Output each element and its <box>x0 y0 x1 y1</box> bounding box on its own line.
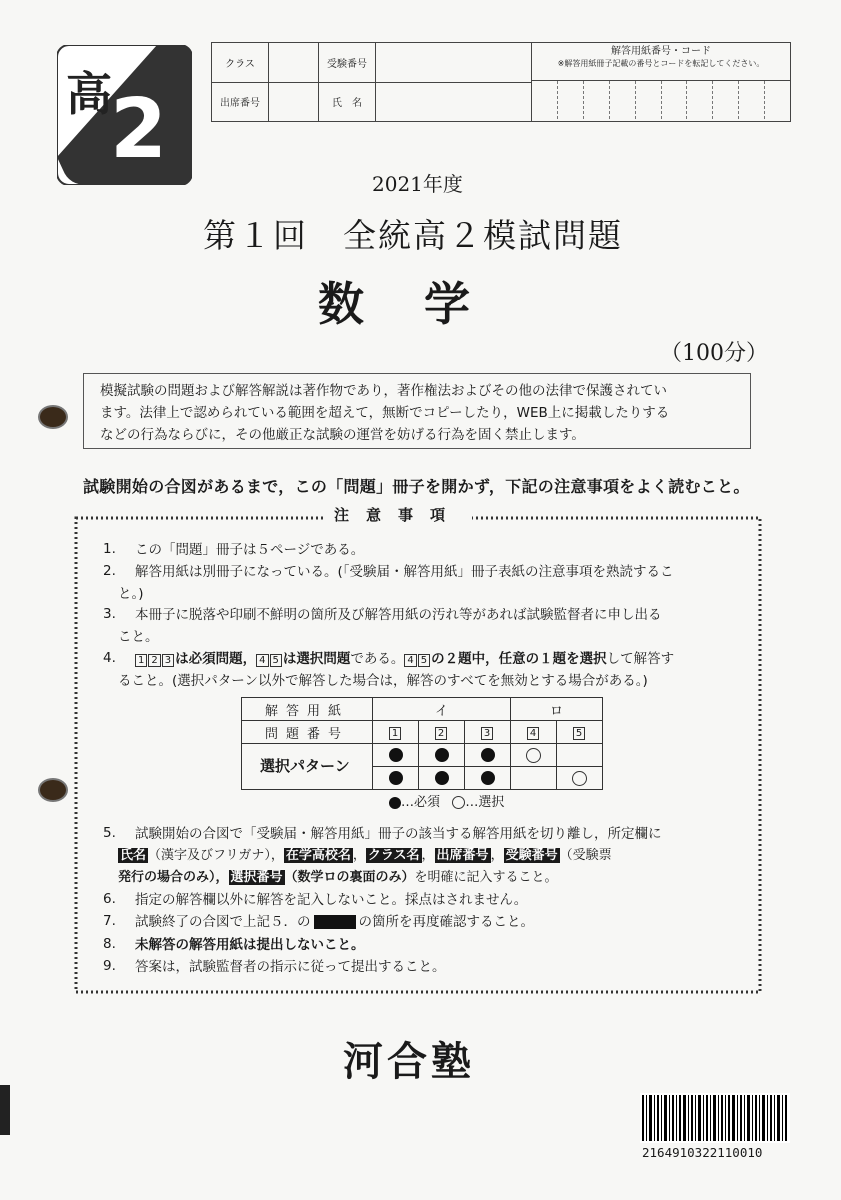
note-4-text: である。 <box>350 651 405 667</box>
note-7-text: 試験終了の合図で上記５．の <box>135 914 311 930</box>
required-legend: …必須 <box>401 795 441 810</box>
name-label: 氏 名 <box>319 82 376 122</box>
note-4-text: は選択問題 <box>282 651 351 667</box>
note-5-line1: 試験開始の合図で「受験届・解答用紙」冊子の該当する解答用紙を切り離し，所定欄に <box>135 826 662 842</box>
note-7-text: の箇所を再度確認すること。 <box>358 914 534 930</box>
seat-number-label: 出席番号 <box>212 82 269 122</box>
publisher-logo: 河合塾 <box>343 1039 475 1085</box>
question-box: 5 <box>573 727 585 740</box>
name-field[interactable] <box>376 82 532 122</box>
copyright-notice <box>83 373 751 449</box>
question-box: 5 <box>270 654 282 667</box>
answer-code-box <box>532 43 791 122</box>
question-box: 1 <box>389 727 401 740</box>
question-box: 3 <box>162 654 174 667</box>
optional-mark <box>572 771 587 786</box>
code-entry-boxes[interactable] <box>532 80 790 119</box>
optional-mark <box>526 748 541 763</box>
highlight-field: 選択番号 <box>230 870 283 885</box>
seat-number-field[interactable] <box>269 82 319 122</box>
highlight-swatch <box>314 915 356 929</box>
required-mark <box>389 748 403 762</box>
highlight-field: 出席番号 <box>436 848 489 863</box>
question-box: 3 <box>481 727 493 740</box>
code-note: ※解答用紙冊子記載の番号とコードを転記してください。 <box>557 59 765 68</box>
question-box: 2 <box>435 727 447 740</box>
required-mark <box>481 771 495 785</box>
note-5-text: （受験票 <box>559 848 612 863</box>
barcode <box>640 1093 790 1143</box>
edge-mark <box>0 1085 10 1135</box>
note-4-text: の２題中，任意の１題を選択 <box>431 651 607 667</box>
punch-hole <box>38 778 68 802</box>
note-9: 答案は，試験監督者の指示に従って提出すること。 <box>135 959 446 975</box>
header-form <box>211 42 791 122</box>
punch-hole <box>38 405 68 429</box>
note-5-text: ， <box>490 848 504 863</box>
note-number: 2. <box>103 563 116 579</box>
exam-number-label: 受験番号 <box>319 43 376 83</box>
note-number: 1. <box>103 541 116 557</box>
notice-line: などの行為ならびに，その他厳正な試験の運営を妨げる行為を固く禁止します。 <box>100 427 585 443</box>
optional-legend: …選択 <box>465 795 505 810</box>
note-5-line3 <box>118 867 558 889</box>
class-field[interactable] <box>269 43 319 83</box>
optional-legend-icon <box>452 796 465 809</box>
question-number-label: 問題番号 <box>242 721 373 744</box>
exam-number-field[interactable] <box>376 43 532 83</box>
note-number: 4. <box>103 650 116 666</box>
required-mark <box>435 748 449 762</box>
question-box: 4 <box>527 727 539 740</box>
note-4-text: は必須問題， <box>175 651 257 667</box>
question-box: 4 <box>404 654 416 667</box>
note-7 <box>135 911 534 933</box>
question-box: 4 <box>256 654 268 667</box>
question-box: 5 <box>418 654 430 667</box>
note-5-text: ， <box>421 848 435 863</box>
note-5-text: ， <box>352 848 366 863</box>
highlight-field: 在学高校名 <box>285 848 351 863</box>
note-number: 9. <box>103 958 116 974</box>
required-mark <box>389 771 403 785</box>
note-number: 5. <box>103 825 116 841</box>
highlight-field: クラス名 <box>367 848 420 863</box>
note-5-line2 <box>118 845 612 867</box>
sheet-i-header: イ <box>373 698 511 721</box>
note-3-line2: こと。 <box>118 629 159 645</box>
required-mark <box>481 748 495 762</box>
question-box: 2 <box>148 654 160 667</box>
note-8: 未解答の解答用紙は提出しないこと。 <box>135 937 365 953</box>
class-label: クラス <box>212 43 269 83</box>
note-6: 指定の解答欄以外に解答を記入しないこと。採点はされません。 <box>135 892 528 908</box>
note-3-line1: 本冊子に脱落や印刷不鮮明の箇所及び解答用紙の汚れ等があれば試験監督者に申し出る <box>135 607 662 623</box>
exam-duration: （100分） <box>660 341 768 366</box>
required-legend-icon <box>389 797 401 809</box>
notice-line: ます。法律上で認められている範囲を超えて，無断でコピーしたり，WEB上に掲載したりする <box>100 405 670 421</box>
pattern-legend <box>389 791 504 810</box>
note-5-text: （数学ロの裏面のみ） <box>284 870 415 885</box>
question-box: 1 <box>135 654 147 667</box>
note-number: 8. <box>103 936 116 952</box>
code-title: 解答用紙番号・コード <box>611 46 711 57</box>
selection-pattern-table <box>241 697 603 790</box>
highlight-field: 氏名 <box>120 848 147 863</box>
note-5-text: （漢字及びフリガナ）， <box>148 848 284 863</box>
note-4-line1 <box>135 648 674 670</box>
sheet-ro-header: ロ <box>511 698 603 721</box>
barcode-number: 2164910322110010 <box>642 1145 763 1160</box>
note-4-text: して解答す <box>606 651 675 667</box>
note-number: 7. <box>103 913 116 929</box>
note-5-text: 発行の場合のみ）， <box>118 870 229 885</box>
exam-year: 2021年度 <box>372 172 463 196</box>
note-2-line2: と。) <box>118 586 144 602</box>
answer-sheet-label: 解答用紙 <box>242 698 373 721</box>
subject-title: 数学 <box>318 277 530 331</box>
notice-line: 模擬試験の問題および解答解説は著作物であり，著作権法およびその他の法律で保護されてい <box>100 383 667 399</box>
note-4-line2: ること。(選択パターン以外で解答した場合は，解答のすべてを無効とする場合がある。) <box>118 673 648 689</box>
selection-pattern-label: 選択パターン <box>242 744 373 790</box>
note-5-text: を明確に記入すること。 <box>414 870 558 885</box>
intro-instruction: 試験開始の合図があるまで，この「問題」冊子を開かず，下記の注意事項をよく読むこと。 <box>83 477 750 496</box>
highlight-field: 受験番号 <box>505 848 558 863</box>
note-number: 6. <box>103 891 116 907</box>
note-1: この「問題」冊子は５ページである。 <box>135 542 365 558</box>
grade-kanji: 高 <box>66 67 112 121</box>
exam-title: 第１回 全統高２模試問題 <box>203 216 623 255</box>
grade-number: 2 <box>110 82 168 177</box>
note-number: 3. <box>103 606 116 622</box>
notes-heading: 注意事項 <box>324 504 472 525</box>
note-2-line1: 解答用紙は別冊子になっている。(「受験届・解答用紙」冊子表紙の注意事項を熟読するこ <box>135 564 674 580</box>
required-mark <box>435 771 449 785</box>
